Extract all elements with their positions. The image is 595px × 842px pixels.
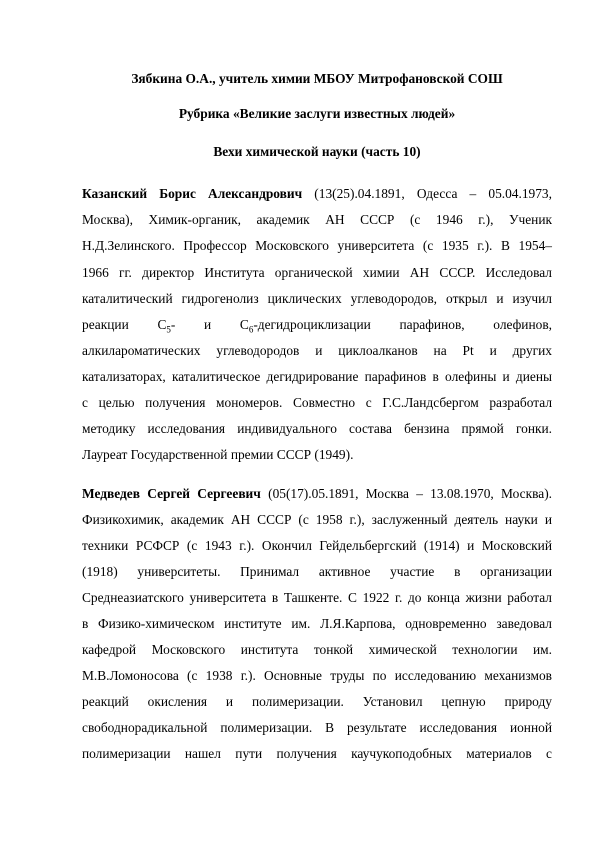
entry-medvedev-name: Медведев Сергей Сергеевич — [82, 486, 261, 501]
reaction-sub-6: 6 — [248, 324, 254, 335]
entry-medvedev-line-10: свободнорадикальной полимеризации. В результате исследования ионной — [82, 720, 552, 735]
entry-kazansky-reaction-line — [82, 316, 552, 333]
entry-kazansky-dates: (13(25).04.1891, Одесса – 05.04.1973, — [302, 186, 552, 201]
entry-kazansky-line-7: алкилароматических углеводородов и циклоалканов на Pt и других — [82, 343, 552, 358]
entry-kazansky-line-5: каталитический гидрогенолиз циклических углеводородов, открыл и изучил — [82, 291, 552, 306]
rubric-line: Рубрика «Великие заслуги известных людей» — [178, 106, 456, 121]
entry-medvedev-line-6: в Физико-химическом институте им. Л.Я.Карпова, одновременно заведовал — [82, 616, 552, 631]
entry-medvedev-line-2: Физикохимик, академик АН СССР (с 1958 г.), заслуженный деятель науки и — [82, 512, 552, 527]
reaction-middle: - и С — [170, 317, 249, 332]
entry-kazansky-line-3: Н.Д.Зелинского. Профессор Московского университета (с 1935 г.). В 1954– — [82, 238, 552, 253]
entry-kazansky-line-8: катализаторах, каталитическое дегидрирование парафинов в олефины и диены — [82, 369, 552, 384]
entry-medvedev-line-4: (1918) университеты. Принимал активное участие в организации — [82, 564, 552, 579]
entry-medvedev-line-5: Среднеазиатского университета в Ташкенте. С 1922 г. до конца жизни работал — [82, 590, 552, 605]
entry-medvedev-line-7: кафедрой Московского института тонкой химической технологии им. — [82, 642, 552, 657]
entry-medvedev-line-3: техники РСФСР (с 1943 г.). Окончил Гейдельбергский (1914) и Московский — [82, 538, 552, 553]
entry-medvedev-line-9: реакций окисления и полимеризации. Установил цепную природу — [82, 694, 552, 709]
reaction-suffix: -дегидроциклизации парафинов, олефинов, — [253, 317, 552, 332]
entry-medvedev-line-1 — [82, 485, 552, 502]
entry-medvedev-line-11: полимеризации нашел пути получения каучукоподобных материалов с — [82, 746, 552, 761]
entry-kazansky-name: Казанский Борис Александрович — [82, 186, 303, 201]
author-line: Зябкина О.А., учитель химии МБОУ Митрофановской СОШ — [131, 71, 503, 86]
reaction-prefix: реакции С — [82, 317, 167, 332]
entry-medvedev-dates: (05(17).05.1891, Москва – 13.08.1970, Москва). — [260, 486, 553, 501]
entry-medvedev-line-8: М.В.Ломоносова (с 1938 г.). Основные труды по исследованию механизмов — [82, 668, 552, 683]
entry-kazansky-line-1 — [82, 185, 552, 202]
article-title: Вехи химической науки (часть 10) — [213, 144, 421, 159]
entry-kazansky-line-11: Лауреат Государственной премии СССР (1949). — [82, 447, 354, 462]
entry-kazansky-line-2: Москва), Химик-органик, академик АН СССР (с 1946 г.), Ученик — [82, 212, 552, 227]
entry-kazansky-line-9: с целью получения мономеров. Совместно с Г.С.Ландсбергом разработал — [82, 395, 552, 410]
reaction-sub-5: 5 — [166, 324, 171, 335]
entry-kazansky-line-4: 1966 гг. директор Института органической химии АН СССР. Исследовал — [82, 265, 552, 280]
entry-kazansky-line-10: методику исследования индивидуального состава бензина прямой гонки. — [82, 421, 552, 436]
